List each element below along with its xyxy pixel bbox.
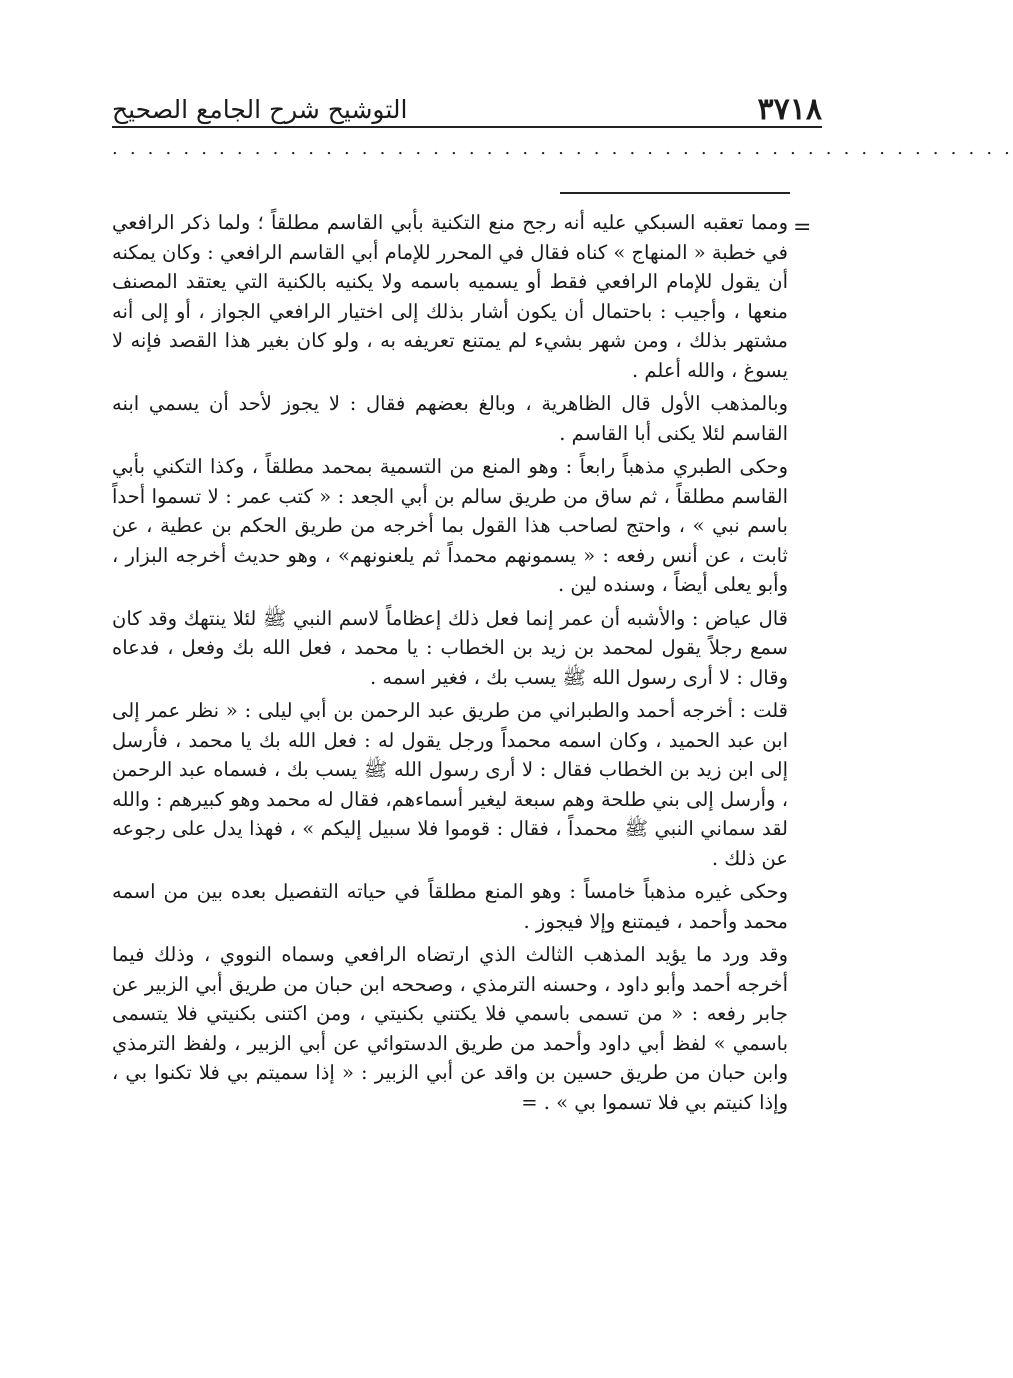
page-number: ٣٧١٨ <box>757 92 822 127</box>
running-title: التوشيح شرح الجامع الصحيح <box>112 95 408 124</box>
footnote-paragraph: قال عياض : والأشبه أن عمر إنما فعل ذلك إعظاماً لاسم النبي ﷺ لئلا ينتهك وقد كان سمع رجلاً يقول لمحمد بن زيد بن الخطاب : يا محمد ، فعل الله بك وفعل ، فدعاه وقال : لا أرى رسول الله ﷺ يسب بك ، فغير اسمه . <box>112 606 788 689</box>
footnote-rule <box>560 192 790 194</box>
footnote-paragraph: وحكى الطبري مذهباً رابعاً : وهو المنع من التسمية بمحمد مطلقاً ، وكذا التكني بأبي القاسم مطلقاً ، ثم ساق من طريق سالم بن أبي الجعد : « كتب عمر : لا تسموا أحداً باسم نبي » ، واحتج لصاحب هذا القول بما أخرجه من طريق الحكم بن عطية ، عن ثابت ، عن أنس رفعه : « يسمونهم محمداً ثم يلعنونهم» ، وهو حديث أخرجه البزار ، وأبو يعلى أيضاً ، وسنده لين . <box>112 455 788 596</box>
dotted-separator: . . . . . . . . . . . . . . . . . . . . . . . . . . . . . . . . . . . . . . . . . . . . . . . . . . . <box>112 138 1013 159</box>
footnote-paragraph: ومما تعقبه السبكي عليه أنه رجح منع التكنية بأبي القاسم مطلقاً ؛ ولما ذكر الرافعي في خطبة « المنهاج » كناه فقال في المحرر للإمام أبي القاسم الرافعي : وكان يمكنه أن يقول للإمام الرافعي فقط أو يسميه باسمه ولا يكنيه بالكنية التي يعتقد المصنف منعها ، وأجيب : باحتمال أن يكون أشار بذلك إلى اختيار الرافعي الجواز ، أو إلى أنه مشتهر بذلك ، ومن شهر بشيء لم يمتنع تعريفه به ، ولو كان بغير هذا القصد فإنه لا يسوغ ، والله أعلم . <box>112 211 788 382</box>
header-rule <box>112 126 822 128</box>
footnote-body <box>112 208 788 1121</box>
footnote-paragraph: قلت : أخرجه أحمد والطبراني من طريق عبد الرحمن بن أبي ليلى : « نظر عمر إلى ابن عبد الحميد ، وكان اسمه محمداً ورجل يقول له : فعل الله بك يا محمد ، فأرسل إلى ابن زيد بن الخطاب فقال : لا أرى رسول الله ﷺ يسب بك ، فسماه عبد الرحمن ، وأرسل إلى بني طلحة وهم سبعة ليغير أسماءهم، فقال له محمد وهو كبيرهم : والله لقد سماني النبي ﷺ محمداً ، فقال : قوموا فلا سبيل إليكم » ، فهذا يدل على رجوعه عن ذلك . <box>112 699 788 870</box>
footnote-paragraph: وبالمذهب الأول قال الظاهرية ، وبالغ بعضهم فقال : لا يجوز لأحد أن يسمي ابنه القاسم لئلا يكنى أبا القاسم . <box>112 392 788 445</box>
footnote-paragraph: وقد ورد ما يؤيد المذهب الثالث الذي ارتضاه الرافعي وسماه النووي ، وذلك فيما أخرجه أحمد وأبو داود ، وحسنه الترمذي ، وصححه ابن حبان من طريق أبي الزبير عن جابر رفعه : « من تسمى باسمي فلا يكتني بكنيتي ، ومن اكتنى بكنيتي فلا يتسمى باسمي » لفظ أبي داود وأحمد من طريق الدستوائي عن أبي الزبير ، ولفظ الترمذي وابن حبان من طريق حسين بن واقد عن أبي الزبير : « إذا سميتم بي فلا تكنوا بي ، وإذا كنيتم بي فلا تسموا بي » . = <box>112 943 788 1114</box>
continuation-mark: = <box>793 215 812 240</box>
footnote-paragraph: وحكى غيره مذهباً خامساً : وهو المنع مطلقاً في حياته التفصيل بعده بين من اسمه محمد وأحمد ، فيمتنع وإلا فيجوز . <box>112 880 788 933</box>
page-header <box>112 82 822 130</box>
